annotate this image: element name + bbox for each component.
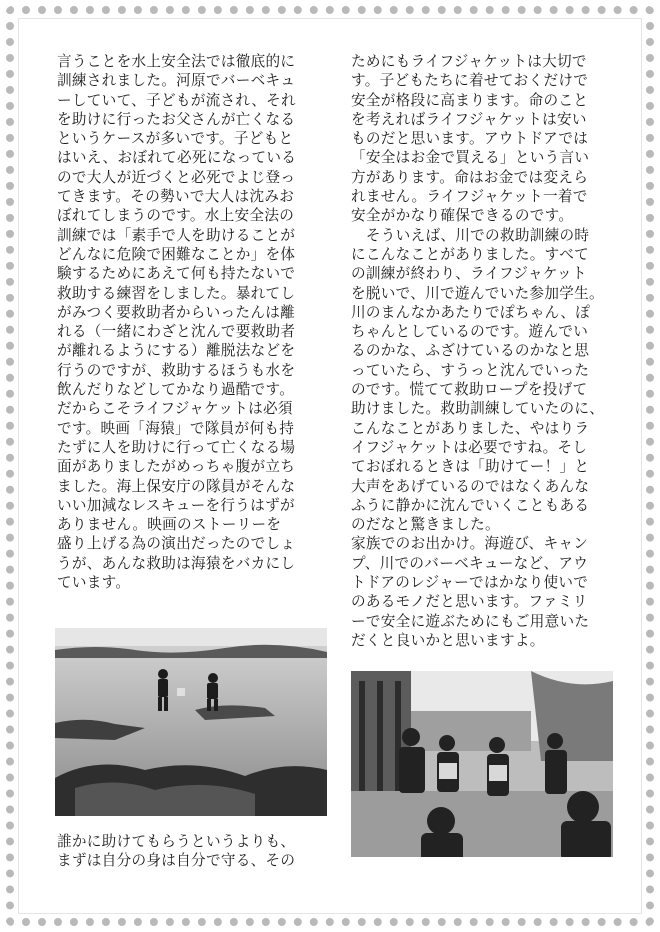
beach-rescue-photo xyxy=(55,628,327,816)
text-line: てきます。その勢いで大人は沈みお xyxy=(57,188,295,206)
text-line: のだなと驚きました。 xyxy=(351,516,500,534)
text-line: うが、あんな救助は海猿をバカにし xyxy=(57,554,296,572)
text-line: です。映画「海猿」で隊員が何も持 xyxy=(57,419,295,437)
text-line: 言うことを水上安全法では徹底的に xyxy=(57,53,296,70)
text-line: のです。慌てて救助ロープを投げて xyxy=(351,381,588,399)
text-line: がみつく要救助者からいったんは離 xyxy=(57,303,296,321)
text-line: のあるモノだと思います。ファミリ xyxy=(351,593,588,611)
text-line: 訓練では「素手で人を助けることが xyxy=(57,226,296,244)
text-line: ました。海上保安庁の隊員がそんな xyxy=(57,477,296,495)
text-line: っていたら、すうっと沈んでいった xyxy=(351,361,590,379)
text-line: るのかな、ふざけているのかなと思 xyxy=(351,342,590,360)
text-line: というケースが多いです。子どもと xyxy=(57,130,294,148)
text-line: そういえば、川での救助訓練の時 xyxy=(351,226,590,244)
text-line: ーで安全に遊ぶためにもご用意いた xyxy=(351,612,590,630)
text-line: こんなことがありました、やはりラ xyxy=(351,419,590,437)
text-line: す。子どもたちに着せておくだけで xyxy=(351,72,589,90)
text-line: ーしていて、子どもが流され、それ xyxy=(57,91,296,109)
text-line: プ、川でのバーベキューなど、アウ xyxy=(351,554,589,572)
text-line: れる（一緒にわざと沈んで要救助者 xyxy=(57,323,296,341)
text-line: ています。 xyxy=(57,574,131,592)
text-line: が離れるようにする）離脱法などを xyxy=(57,342,296,360)
text-line: 飲んだりなどしてかなり過酷です。 xyxy=(57,381,295,399)
text-line: いい加減なレスキューを行うはずが xyxy=(57,496,295,514)
text-line: 助けました。救助訓練していたのに、 xyxy=(351,400,605,418)
text-line: まずは自分の身は自分で守る、その xyxy=(57,852,296,870)
text-line: ものだと思います。アウトドアでは xyxy=(351,130,589,148)
beach-photo-illustration xyxy=(55,628,327,816)
text-line: を助けに行ったお父さんが亡くなる xyxy=(57,110,296,128)
text-line: の訓練が終わり、ライフジャケット xyxy=(351,265,587,283)
text-line: どんなに危険で困難なことか」を体 xyxy=(57,245,296,263)
text-line: 盛り上げる為の演出だったのでしょ xyxy=(57,535,296,553)
text-line: だくと良いかと思いますよ。 xyxy=(351,631,545,649)
text-line: 川のまんなかあたりでぽちゃん、ぽ xyxy=(351,303,591,321)
text-line: 訓練されました。河原でバーベキュ xyxy=(57,72,296,90)
left-column-bottom-text xyxy=(57,832,327,871)
text-line: 誰かに助けてもらうというよりも、 xyxy=(57,833,296,850)
text-line: ふうに静かに沈んでいくこともある xyxy=(351,496,590,514)
text-line: ありません。映画のストーリーを xyxy=(57,516,282,534)
text-line: 験するためにあえて何も持たないで xyxy=(57,265,296,283)
text-line: を考えればライフジャケットは安い xyxy=(351,110,587,128)
text-line: 安全が格段に高まります。命のこと xyxy=(351,91,589,109)
right-column-text xyxy=(351,52,613,650)
text-line: イフジャケットは必要ですね。そし xyxy=(351,438,588,456)
training-group-photo xyxy=(351,671,613,857)
text-line: たずに人を助けに行って亡くなる場 xyxy=(57,438,296,456)
left-column-text xyxy=(57,52,327,592)
text-line: ためにもライフジャケットは大切で xyxy=(351,53,587,70)
text-line: ぼれてしまうのです。水上安全法の xyxy=(57,207,295,225)
text-line: トドアのレジャーではかなり使いで xyxy=(351,574,589,592)
training-photo-illustration xyxy=(351,671,613,857)
text-line: れません。ライフジャケット一着で xyxy=(351,188,588,206)
text-line: 大声をあげているのではなくあんな xyxy=(351,477,590,495)
text-line: 行うのですが、救助するほうも水を xyxy=(57,361,296,379)
text-line: ので大人が近づくと必死でよじ登っ xyxy=(57,168,296,186)
text-line: 「安全はお金で買える」という言い xyxy=(351,149,590,167)
text-line: を脱いで、川で遊んでいた参加学生。 xyxy=(351,284,604,302)
text-line: はいえ、おぼれて必死になっている xyxy=(57,149,297,167)
text-line: ちゃんとしているのです。遊んでい xyxy=(351,323,589,341)
text-line: だからこそライフジャケットは必須 xyxy=(57,400,293,418)
text-line: 面がありましたがめっちゃ腹が立ち xyxy=(57,458,296,476)
text-line: にこんなことがありました。すべて xyxy=(351,245,590,263)
text-line: 家族でのお出かけ。海遊び、キャン xyxy=(351,535,589,553)
text-line: 救助する練習をしました。暴れてし xyxy=(57,284,296,302)
text-line: 方があります。命はお金では変えら xyxy=(351,168,589,186)
text-line: 安全がかなり確保できるのです。 xyxy=(351,207,574,225)
text-line: ておぼれるときは「助けてー！」と xyxy=(351,458,590,476)
